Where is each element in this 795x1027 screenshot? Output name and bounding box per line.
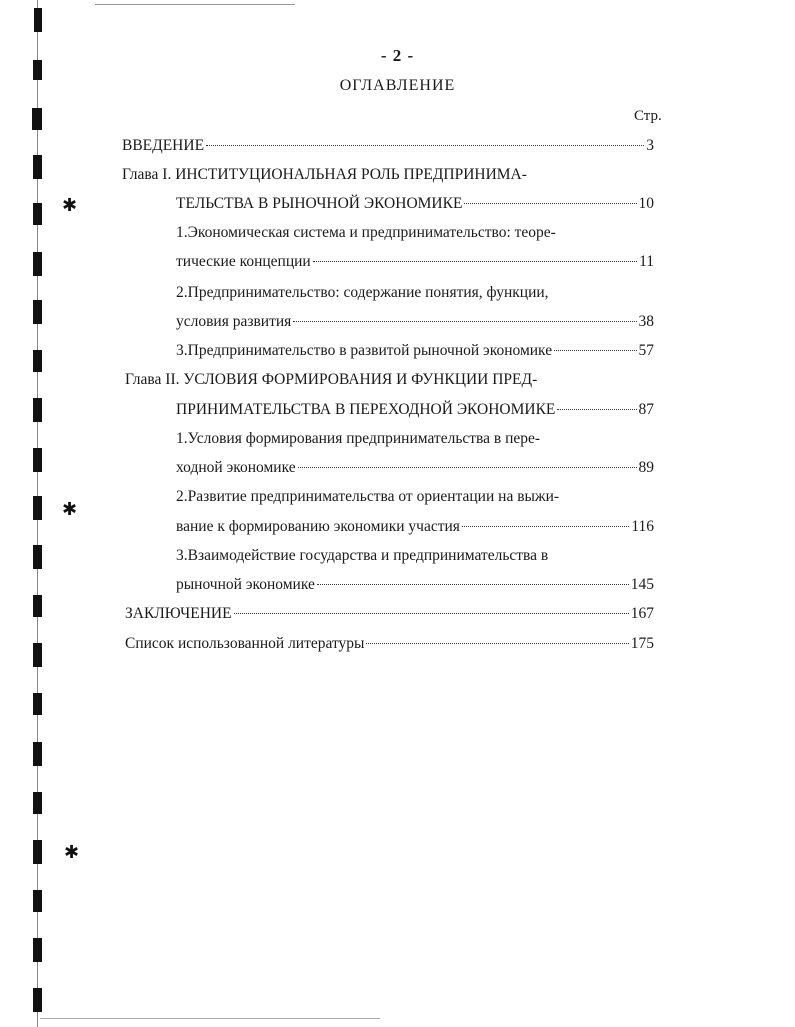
leader-dots xyxy=(206,145,644,146)
binding-hole xyxy=(33,398,42,422)
toc-entry-page: 175 xyxy=(630,635,654,652)
toc-entry-text: ПРИНИМАТЕЛЬСТВА В ПЕРЕХОДНОЙ ЭКОНОМИКЕ xyxy=(176,401,556,418)
leader-dots xyxy=(313,261,637,262)
toc-entry-text: Список использованной литературы xyxy=(125,635,365,652)
page-title: ОГЛАВЛЕНИЕ xyxy=(339,77,456,94)
binding-hole xyxy=(33,595,42,617)
scan-speck: ✱ xyxy=(62,499,78,519)
toc-entry-page: 3 xyxy=(646,137,654,154)
binding-hole xyxy=(33,792,42,814)
toc-entry-text: Глава II. УСЛОВИЯ ФОРМИРОВАНИЯ И ФУНКЦИИ ПРЕД- xyxy=(125,371,538,388)
toc-entry-section-1-2-title[interactable] xyxy=(176,283,549,303)
page-number: - 2 - xyxy=(380,46,415,65)
toc-entry-section-2-2[interactable] xyxy=(176,517,654,537)
toc-entry-section-2-3[interactable] xyxy=(176,575,654,595)
toc-entry-text: условия развития xyxy=(176,313,292,330)
binding-hole xyxy=(33,938,42,962)
scan-bottom-edge xyxy=(40,1018,380,1019)
toc-entry-page: 145 xyxy=(630,576,654,593)
leader-dots xyxy=(554,350,636,351)
toc-entry-text: 2.Предпринимательство: содержание понятия, функции, xyxy=(176,284,549,301)
binding-hole xyxy=(33,545,42,569)
toc-entry-chapter-2[interactable] xyxy=(176,400,654,420)
toc-entry-page: 10 xyxy=(638,195,654,212)
leader-dots xyxy=(298,467,637,468)
toc-entry-page: 116 xyxy=(631,518,654,535)
leader-dots xyxy=(234,613,629,614)
binding-hole xyxy=(33,742,42,766)
binding-hole xyxy=(33,643,42,667)
binding-hole xyxy=(33,300,42,324)
toc-entry-chapter-1-title[interactable] xyxy=(122,165,527,185)
toc-entry-text: ВВЕДЕНИЕ xyxy=(122,137,205,154)
binding-hole xyxy=(33,155,42,179)
binding-hole xyxy=(33,203,42,225)
leader-dots xyxy=(462,526,629,527)
leader-dots xyxy=(464,203,636,204)
toc-entry-text: 3.Предпринимательство в развитой рыночной экономике xyxy=(176,342,553,359)
toc-entry-page: 89 xyxy=(638,459,654,476)
toc-entry-conclusion[interactable] xyxy=(125,604,654,624)
toc-entry-chapter-2-title[interactable] xyxy=(125,370,537,390)
toc-entry-text: ходной экономике xyxy=(176,459,296,476)
binding-hole xyxy=(34,8,42,32)
scan-speck: ✱ xyxy=(62,195,78,215)
toc-entry-section-1-2[interactable] xyxy=(176,312,654,332)
toc-entry-page: 167 xyxy=(630,605,654,622)
binding-hole xyxy=(33,890,42,912)
leader-dots xyxy=(366,643,628,644)
leader-dots xyxy=(293,321,636,322)
toc-entry-text: Глава I. ИНСТИТУЦИОНАЛЬНАЯ РОЛЬ ПРЕДПРИНИМА- xyxy=(122,166,527,183)
toc-entry-page: 38 xyxy=(638,313,654,330)
scan-top-edge xyxy=(95,4,295,5)
toc-entry-page: 87 xyxy=(638,401,654,418)
toc-entry-text: 2.Развитие предпринимательства от ориентации на выжи- xyxy=(176,488,560,505)
toc-entry-chapter-1[interactable] xyxy=(176,194,654,214)
scan-speck: ✱ xyxy=(64,842,80,862)
binding-hole xyxy=(33,496,42,520)
toc-entry-text: рыночной экономике xyxy=(176,576,315,593)
toc-entry-section-1-3[interactable] xyxy=(176,341,654,361)
toc-entry-text: 1.Условия формирования предпринимательства в пере- xyxy=(176,430,541,447)
binding-hole xyxy=(33,988,42,1012)
leader-dots xyxy=(317,584,629,585)
toc-entry-section-2-1-title[interactable] xyxy=(176,429,540,449)
toc-entry-page: 11 xyxy=(639,253,654,270)
toc-entry-section-2-3-title[interactable] xyxy=(176,546,548,566)
toc-entry-text: 1.Экономическая система и предпринимательство: теоре- xyxy=(176,224,556,241)
binding-hole xyxy=(33,448,42,472)
page-column-label: Стр. xyxy=(634,108,662,124)
toc-entry-section-2-1[interactable] xyxy=(176,458,654,478)
binding-hole xyxy=(33,252,42,276)
toc-entry-text: ТЕЛЬСТВА В РЫНОЧНОЙ ЭКОНОМИКЕ xyxy=(176,195,463,212)
toc-entry-section-2-2-title[interactable] xyxy=(176,487,559,507)
leader-dots xyxy=(557,409,636,410)
binding-hole xyxy=(33,350,42,372)
binding-hole xyxy=(32,108,42,130)
binding-holes xyxy=(0,0,50,1027)
binding-hole xyxy=(33,840,42,864)
toc-entry-introduction[interactable] xyxy=(122,136,654,156)
toc-entry-text: тические концепции xyxy=(176,253,311,270)
toc-entry-text: вание к формированию экономики участия xyxy=(176,518,460,535)
toc-entry-page: 57 xyxy=(638,342,654,359)
toc-entry-section-1-1[interactable] xyxy=(176,252,654,272)
toc-entry-text: ЗАКЛЮЧЕНИЕ xyxy=(125,605,232,622)
toc-entry-section-1-1-title[interactable] xyxy=(176,223,556,243)
toc-entry-bibliography[interactable] xyxy=(125,634,654,654)
toc-entry-text: 3.Взаимодействие государства и предпринимательства в xyxy=(176,547,549,564)
binding-hole xyxy=(33,693,42,715)
